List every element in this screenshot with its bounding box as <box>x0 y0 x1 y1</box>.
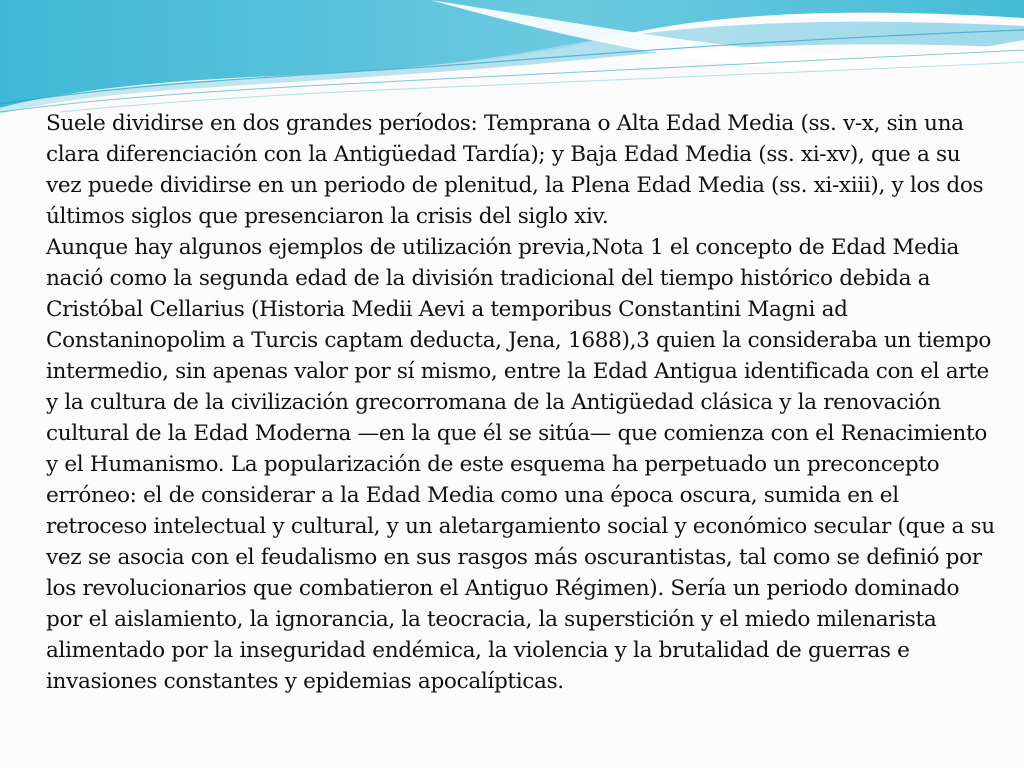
slide-body-text <box>46 108 996 697</box>
paragraph-concept: Aunque hay algunos ejemplos de utilización previa,Nota 1 el concepto de Edad Media nació como la segunda edad de la división tradicional del tiempo histórico debida a Cristóbal Cellarius (Historia Medii Aevi a temporibus Constantini Magni ad Constaninopolim a Turcis captam deducta, Jena, 1688),3 quien la consideraba un tiempo intermedio, sin apenas valor por sí mismo, entre la Edad Antigua identificada con el arte y la cultura de la civilización grecorromana de la Antigüedad clásica y la renovación cultural de la Edad Moderna —en la que él se sitúa— que comienza con el Renacimiento y el Humanismo. La popularización de este esquema ha perpetuado un preconcepto erróneo: el de considerar a la Edad Media como una época oscura, sumida en el retroceso intelectual y cultural, y un aletargamiento social y económico secular (que a su vez se asocia con el feudalismo en sus rasgos más oscurantistas, tal como se definió por los revolucionarios que combatieron el Antiguo Régimen). Sería un periodo dominado por el aislamiento, la ignorancia, la teocracia, la superstición y el miedo milenarista alimentado por la inseguridad endémica, la violencia y la brutalidad de guerras e invasiones constantes y epidemias apocalípticas. <box>46 235 995 694</box>
wave-header-decoration <box>0 0 1024 120</box>
paragraph-periods: Suele dividirse en dos grandes períodos: Temprana o Alta Edad Media (ss. v-x, sin una clara diferenciación con la Antigüedad Tardía); y Baja Edad Media (ss. xi-xv), que a su vez puede dividirse en un periodo de plenitud, la Plena Edad Media (ss. xi-xiii), y los dos últimos siglos que presenciaron la crisis del siglo xiv. <box>46 111 984 229</box>
